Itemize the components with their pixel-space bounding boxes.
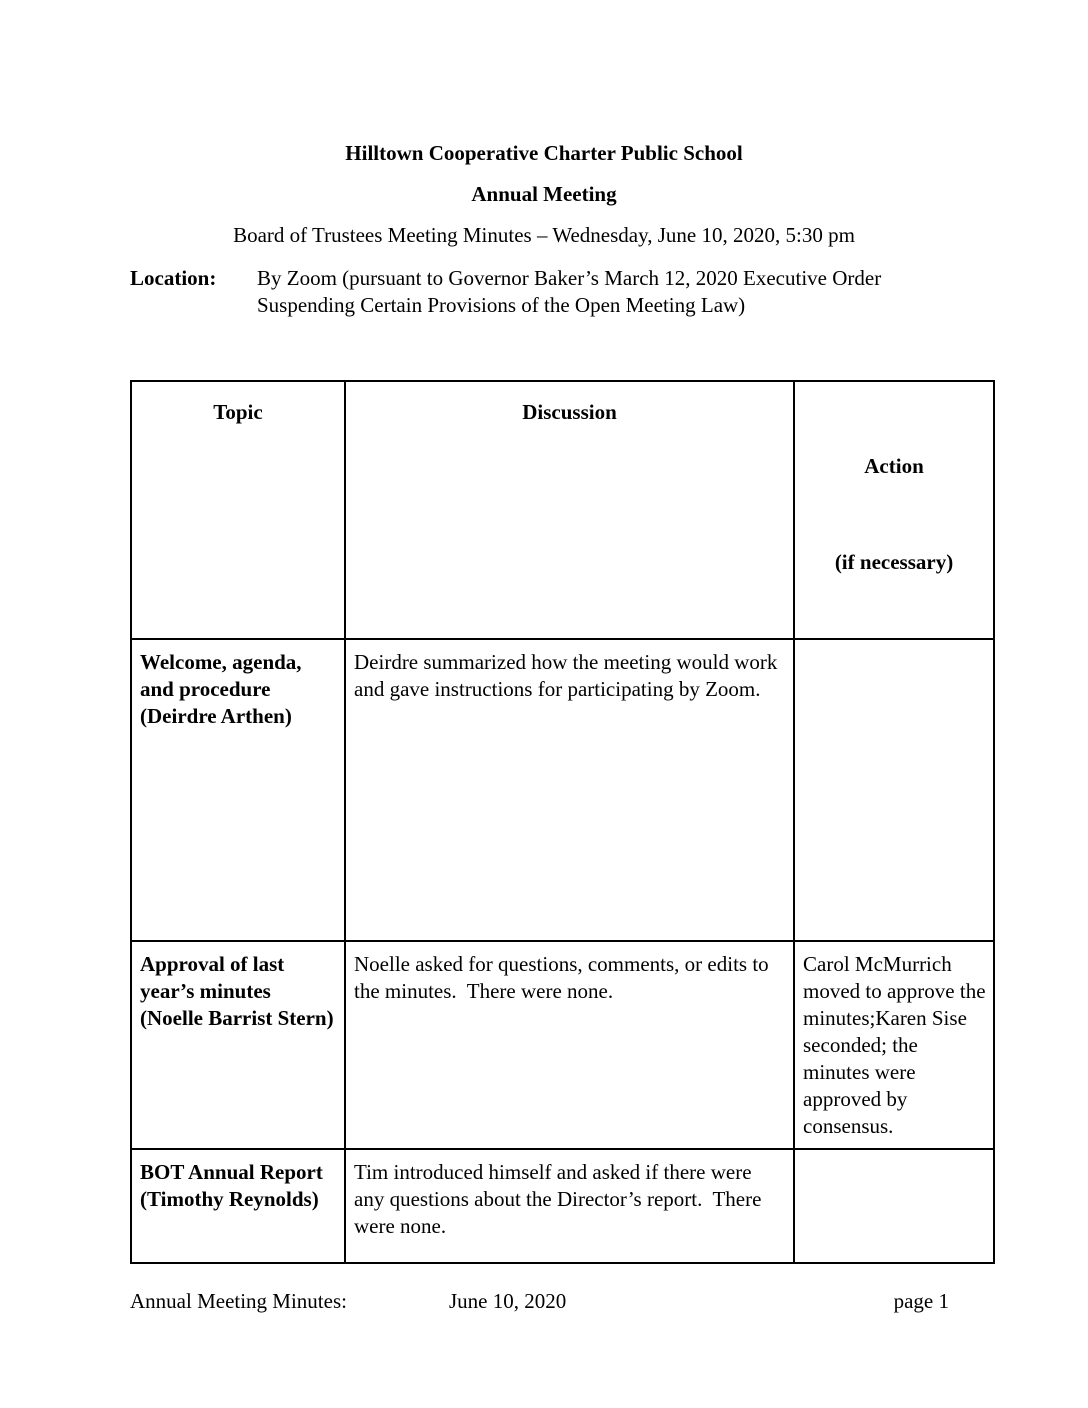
minutes-table bbox=[130, 380, 995, 1264]
action-header-line2: (if necessary) bbox=[834, 550, 954, 574]
action-header-line1: Action bbox=[864, 454, 924, 478]
table-header-row bbox=[131, 381, 994, 639]
document-header bbox=[0, 140, 1088, 263]
meeting-subtitle: Board of Trustees Meeting Minutes – Wednesday, June 10, 2020, 5:30 pm bbox=[233, 223, 855, 247]
action-cell bbox=[794, 1149, 994, 1263]
discussion-cell: Deirdre summarized how the meeting would work and gave instructions for participating by Zoom. bbox=[345, 639, 794, 941]
action-cell: Carol McMurrich moved to approve the minutes;Karen Sise seconded; the minutes were approved by consensus. bbox=[794, 941, 994, 1149]
school-title: Hilltown Cooperative Charter Public School bbox=[345, 141, 743, 165]
column-header-topic: Topic bbox=[131, 381, 345, 639]
table-row bbox=[131, 941, 994, 1149]
column-header-action bbox=[794, 381, 994, 639]
footer-page-number: page 1 bbox=[893, 1289, 949, 1313]
topic-cell: BOT Annual Report (Timothy Reynolds) bbox=[131, 1149, 345, 1263]
table-row bbox=[131, 639, 994, 941]
footer-document-label: Annual Meeting Minutes: bbox=[130, 1289, 347, 1313]
location-value: By Zoom (pursuant to Governor Baker’s March 12, 2020 Executive Order Suspending Certain Provisions of the Open Meeting Law) bbox=[257, 266, 887, 317]
discussion-cell: Noelle asked for questions, comments, or edits to the minutes. There were none. bbox=[345, 941, 794, 1149]
table-row bbox=[131, 1149, 994, 1263]
column-header-discussion: Discussion bbox=[345, 381, 794, 639]
action-cell bbox=[794, 639, 994, 941]
meeting-title: Annual Meeting bbox=[471, 182, 617, 206]
location-label: Location: bbox=[130, 266, 217, 290]
discussion-cell: Tim introduced himself and asked if there were any questions about the Director’s report. There were none. bbox=[345, 1149, 794, 1263]
topic-cell: Approval of last year’s minutes (Noelle Barrist Stern) bbox=[131, 941, 345, 1149]
topic-cell: Welcome, agenda, and procedure (Deirdre Arthen) bbox=[131, 639, 345, 941]
footer-date: June 10, 2020 bbox=[449, 1289, 567, 1313]
